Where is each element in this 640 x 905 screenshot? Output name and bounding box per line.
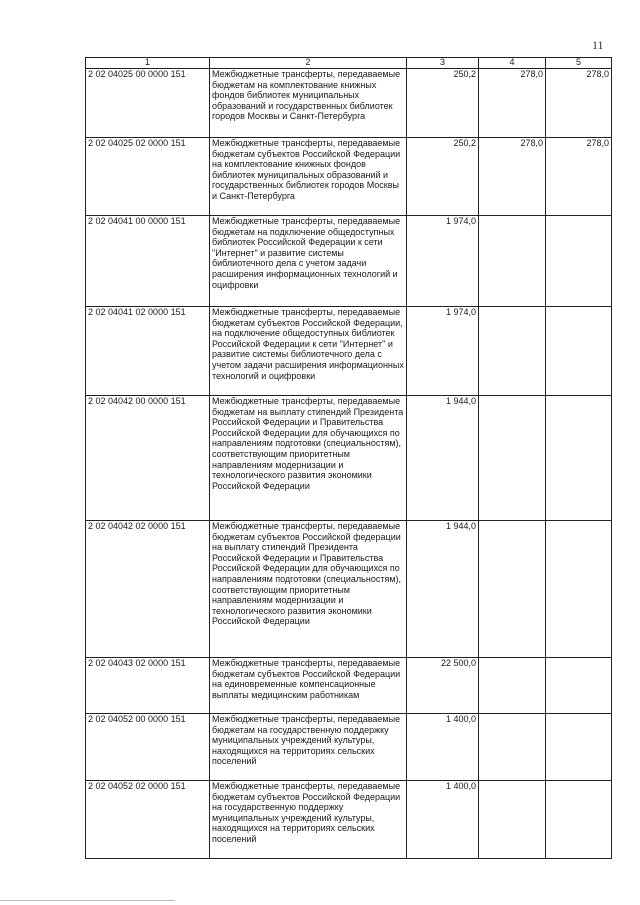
amount-col3: 1 944,0 <box>407 521 479 658</box>
amount-col3: 22 500,0 <box>407 658 479 714</box>
amount-col3: 1 944,0 <box>407 396 479 521</box>
amount-col5 <box>546 216 612 307</box>
budget-code: 2 02 04042 02 0000 151 <box>86 521 210 658</box>
transfer-name: Межбюджетные трансферты, передаваемые бюджетам на выплату стипендий Президента Российской Федерации и Правительства Российской Федерации для обучающихся по направлениям подготовки (специальностям), соответствующим приоритетным направлениям модернизации и технологического развития экономики Российской Федерации <box>210 396 407 521</box>
amount-col5 <box>546 658 612 714</box>
amount-col5 <box>546 781 612 859</box>
header-col-1: 1 <box>86 58 210 69</box>
budget-code: 2 02 04043 02 0000 151 <box>86 658 210 714</box>
budget-code: 2 02 04025 02 0000 151 <box>86 138 210 216</box>
header-col-4: 4 <box>479 58 546 69</box>
scan-artifact-line <box>0 900 175 901</box>
amount-col3: 1 974,0 <box>407 216 479 307</box>
table-row <box>86 307 612 396</box>
budget-code: 2 02 04052 00 0000 151 <box>86 714 210 781</box>
transfer-name: Межбюджетные трансферты, передаваемые бюджетам субъектов Российской федерации на выплату стипендий Президента Российской Федерации и Правительства Российской Федерации для обучающихся по направлениям подготовки (специальностям), соответствующим приоритетным направлениям модернизации и технологического развития экономики Российской Федерации <box>210 521 407 658</box>
budget-code: 2 02 04041 02 0000 151 <box>86 307 210 396</box>
amount-col4 <box>479 216 546 307</box>
amount-col3: 1 400,0 <box>407 714 479 781</box>
budget-code: 2 02 04041 00 0000 151 <box>86 216 210 307</box>
transfer-name: Межбюджетные трансферты, передаваемые бюджетам на государственную поддержку муниципальных учреждений культуры, находящихся на территориях сельских поселений <box>210 714 407 781</box>
transfer-name: Межбюджетные трансферты, передаваемые бюджетам субъектов Российской Федерации на комплектование книжных фондов библиотек муниципальных образований и государственных библиотек городов Москвы и Санкт-Петербурга <box>210 138 407 216</box>
table-row <box>86 521 612 658</box>
amount-col4 <box>479 521 546 658</box>
table-row <box>86 714 612 781</box>
amount-col3: 250,2 <box>407 138 479 216</box>
amount-col4 <box>479 781 546 859</box>
amount-col5 <box>546 714 612 781</box>
budget-code: 2 02 04042 00 0000 151 <box>86 396 210 521</box>
header-col-5: 5 <box>546 58 612 69</box>
table-row <box>86 138 612 216</box>
budget-table <box>85 57 612 859</box>
amount-col4 <box>479 714 546 781</box>
header-row <box>86 58 612 69</box>
amount-col3: 1 400,0 <box>407 781 479 859</box>
amount-col4: 278,0 <box>479 69 546 138</box>
budget-code: 2 02 04052 02 0000 151 <box>86 781 210 859</box>
transfer-name: Межбюджетные трансферты, передаваемые бюджетам на подключение общедоступных библиотек Российской Федерации к сети "Интернет" и развитие системы библиотечного дела с учетом задачи расширения информационных технологий и оцифровки <box>210 216 407 307</box>
amount-col5 <box>546 521 612 658</box>
transfer-name: Межбюджетные трансферты, передаваемые бюджетам субъектов Российской Федерации, на подключение общедоступных библиотек Российской Федерации к сети "Интернет" и развитие системы библиотечного дела с учетом задачи расширения информационных технологий и оцифровки <box>210 307 407 396</box>
amount-col5: 278,0 <box>546 69 612 138</box>
transfer-name: Межбюджетные трансферты, передаваемые бюджетам субъектов Российской Федерации на единовременные компенсационные выплаты медицинским работникам <box>210 658 407 714</box>
amount-col4 <box>479 658 546 714</box>
amount-col4 <box>479 396 546 521</box>
amount-col5: 278,0 <box>546 138 612 216</box>
table-row <box>86 781 612 859</box>
header-col-3: 3 <box>407 58 479 69</box>
amount-col3: 250,2 <box>407 69 479 138</box>
transfer-name: Межбюджетные трансферты, передаваемые бюджетам на комплектование книжных фондов библиотек муниципальных образований и государственных библиотек городов Москвы и Санкт-Петербурга <box>210 69 407 138</box>
table-row <box>86 216 612 307</box>
page-number: 11 <box>592 38 604 52</box>
table-row <box>86 396 612 521</box>
amount-col5 <box>546 307 612 396</box>
header-col-2: 2 <box>210 58 407 69</box>
transfer-name: Межбюджетные трансферты, передаваемые бюджетам субъектов Российской Федерации на государственную поддержку муниципальных учреждений культуры, находящихся на территориях сельских поселений <box>210 781 407 859</box>
amount-col4: 278,0 <box>479 138 546 216</box>
table-row <box>86 658 612 714</box>
amount-col4 <box>479 307 546 396</box>
budget-code: 2 02 04025 00 0000 151 <box>86 69 210 138</box>
amount-col5 <box>546 396 612 521</box>
table-row <box>86 69 612 138</box>
amount-col3: 1 974,0 <box>407 307 479 396</box>
